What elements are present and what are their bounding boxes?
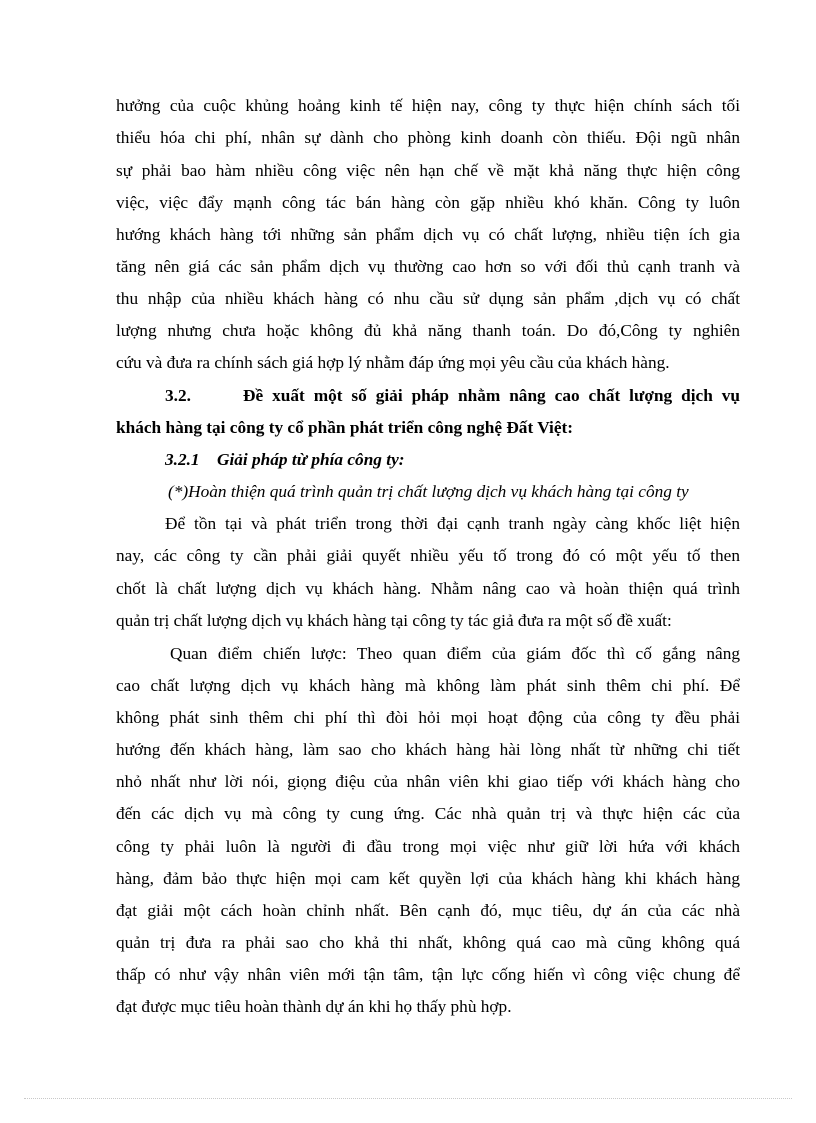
paragraph-3-line: hàng, đảm bảo thực hiện mọi cam kết quyền lợi của khách hàng khi khách hàng [116,869,740,888]
paragraph-2-line: Để tồn tại và phát triển trong thời đại cạnh tranh ngày càng khốc liệt hiện [165,514,740,533]
italic-subtitle: (*)Hoàn thiện quá trình quản trị chất lượng dịch vụ khách hàng tại công ty [168,482,689,501]
paragraph-1-line: tăng nên giá các sản phẩm dịch vụ thường cao hơn so với đối thủ cạnh tranh và [116,257,740,276]
paragraph-3-line: Quan điểm chiến lược: Theo quan điểm của giám đốc thì cố gắng nâng [170,644,740,663]
subsection-title: Giải pháp từ phía công ty: [217,450,405,469]
paragraph-1-line: hưởng của cuộc khủng hoảng kinh tế hiện nay, công ty thực hiện chính sách tối [116,96,740,115]
paragraph-3-line: không phát sinh thêm chi phí thì đòi hỏi mọi hoạt động của công ty đều phải [116,708,740,727]
paragraph-3-line: đến các dịch vụ mà công ty cung ứng. Các nhà quản trị và thực hiện các của [116,804,740,823]
section-3-2-heading [165,385,740,407]
paragraph-2-line: chốt là chất lượng dịch vụ khách hàng. Nhằm nâng cao và hoàn thiện quá trình [116,579,740,598]
paragraph-3-line: thấp có như vậy nhân viên mới tận tâm, tận lực cống hiến vì công việc chung để [116,965,740,984]
paragraph-1-line: lượng nhưng chưa hoặc không đủ khả năng thanh toán. Do đó,Công ty nghiên [116,321,740,340]
paragraph-3-line: đạt được mục tiêu hoàn thành dự án khi họ thấy phù hợp. [116,997,512,1016]
section-3-2-1-heading [165,449,740,471]
paragraph-3-line: cao chất lượng dịch vụ khách hàng mà không làm phát sinh thêm chi phí. Để [116,676,740,695]
paragraph-1-line: việc, việc đẩy mạnh công tác bán hàng còn gặp nhiều khó khăn. Công ty luôn [116,193,740,212]
paragraph-3-line: đạt giải một cách hoàn chỉnh nhất. Bên cạnh đó, mục tiêu, dự án của các nhà [116,901,740,920]
section-3-2-heading-cont: khách hàng tại công ty cổ phần phát triển công nghệ Đất Việt: [116,418,574,437]
paragraph-2-line: quản trị chất lượng dịch vụ khách hàng tại công ty tác giả đưa ra một số đề xuất: [116,611,672,630]
section-number: 3.2. [165,386,191,405]
section-title: Đề xuất một số giải pháp nhằm nâng cao chất lượng dịch vụ [243,386,740,405]
paragraph-3-line: nhỏ nhất như lời nói, giọng điệu của nhân viên khi giao tiếp với khách hàng cho [116,772,740,791]
paragraph-1-line: sự phải bao hàm nhiều công việc nên hạn chế về mặt khả năng thực hiện công [116,161,740,180]
page-bottom-divider [24,1098,792,1099]
subsection-number: 3.2.1 [165,450,200,469]
paragraph-1-line: thu nhập của nhiều khách hàng có nhu cầu sử dụng sản phẩm ,dịch vụ có chất [116,289,740,308]
paragraph-1-line: thiểu hóa chi phí, nhân sự dành cho phòng kinh doanh còn thiếu. Đội ngũ nhân [116,128,740,147]
paragraph-2-line: nay, các công ty cần phải giải quyết nhiều yếu tố trong đó có một yếu tố then [116,546,740,565]
paragraph-1-line: cứu và đưa ra chính sách giá hợp lý nhằm đáp ứng mọi yêu cầu của khách hàng. [116,353,670,372]
paragraph-3-line: công ty phải luôn là người đi đầu trong mọi việc như giữ lời hứa với khách [116,837,740,856]
paragraph-3-line: quản trị đưa ra phải sao cho khả thi nhất, không quá cao mà cũng không quá [116,933,740,952]
paragraph-3-line: hướng đến khách hàng, làm sao cho khách hàng hài lòng nhất từ những chi tiết [116,740,740,759]
paragraph-1-line: hướng khách hàng tới những sản phẩm dịch vụ có chất lượng, nhiều tiện ích gia [116,225,740,244]
